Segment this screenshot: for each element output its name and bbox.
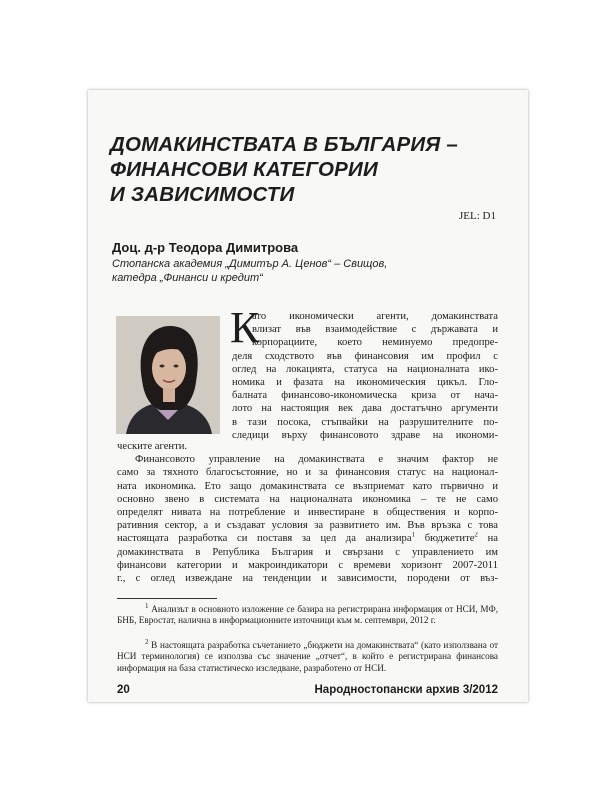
footnote-1-text: Анализът в основното изложение се базира на регистрирана информация от НСИ, МФ, БНБ, Евростат, налична в информационните източници към м. септември, 2012 г. xyxy=(117,604,499,626)
affiliation-line-2: катедра „Финанси и кредит“ xyxy=(112,271,263,284)
title-line-2: ФИНАНСОВИ КАТЕГОРИИ xyxy=(110,158,378,181)
p2-line-7-b: бюджетите xyxy=(415,533,475,545)
article-title xyxy=(110,132,510,207)
p2-line-10: г., с оглед извеждане на тенденции и зависимости, породени от въз- xyxy=(117,573,498,585)
footnote-2 xyxy=(117,637,499,674)
intro-line-6: номика и фазата на икономическия цикъл. Гло- xyxy=(232,377,498,389)
p2-line-3: ната икономика. Ето защо домакинствата се възприемат като първично и xyxy=(117,480,498,492)
footnote-divider xyxy=(117,598,217,599)
p2-line-8: домакинствата в Република България и свързани с управлението им xyxy=(117,546,498,558)
author-name: Доц. д-р Теодора Димитрова xyxy=(112,240,299,255)
footnote-2-text: В настоящата разработка съчетанието „бюджети на домакинствата“ (като използвана от НСИ терминология) се използва със значение „отчет“, в който е регистрирана финансова информация на база статистическо изследване, разработено от НСИ. xyxy=(117,640,499,673)
p2-line-5: определят нивата на потребление и инвестиране в обществения и корпо- xyxy=(117,507,498,519)
footnote-1-number: 1 xyxy=(145,601,149,610)
footnote-2-number: 2 xyxy=(145,637,149,646)
footnote-1 xyxy=(117,601,499,627)
p2-line-9: финансови категории и макроиндикатори с времеви хоризонт 2007-2011 xyxy=(117,559,498,571)
intro-line-10: следици върху финансовото здраве на икономи- xyxy=(232,429,498,441)
p2-line-7 xyxy=(117,532,498,545)
footnote-ref-1[interactable]: 1 xyxy=(411,532,416,539)
author-portrait-icon xyxy=(116,316,220,434)
intro-paragraph xyxy=(232,310,498,442)
title-line-3: И ЗАВИСИМОСТИ xyxy=(110,183,295,206)
footnote-ref-2[interactable]: 2 xyxy=(474,532,478,539)
jel-code: JEL: D1 xyxy=(459,210,496,222)
intro-line-3: корпорациите, което неминуемо предопре- xyxy=(252,337,498,349)
intro-line-2: влизат във взаимодействие с държавата и xyxy=(252,324,498,336)
title-line-1: ДОМАКИНСТВАТА В БЪЛГАРИЯ – xyxy=(110,133,458,156)
continuation-line: ческите агенти. xyxy=(117,441,188,452)
drop-cap: К xyxy=(230,303,260,352)
author-affiliation xyxy=(112,258,492,285)
p2-line-7-a: настоящата разработка си поставя за цел да анализира xyxy=(117,533,412,545)
p2-line-7-c: на xyxy=(477,533,498,545)
journal-issue: Народностопански архив 3/2012 xyxy=(314,684,498,696)
intro-line-1: ато икономически агенти, домакинствата xyxy=(252,311,498,322)
p2-line-4: основно звено в системата на националната икономика – те не само xyxy=(117,493,498,505)
intro-line-8: лото на настоящия век дава достатъчно аргументи xyxy=(232,403,498,415)
main-paragraph xyxy=(117,440,498,585)
p2-line-6: ративния сектор, а и създават условия за развитието им. Във връзка с това xyxy=(117,520,498,532)
affiliation-line-1: Стопанска академия „Димитър А. Ценов“ – Свищов, xyxy=(112,258,388,270)
intro-line-4: деля сходството във финансовия им профил с xyxy=(232,350,498,362)
intro-line-9: в тази посока, стъпвайки на разрушителните по- xyxy=(232,416,498,428)
page-number: 20 xyxy=(117,684,130,696)
intro-line-5: оглед на локацията, статуса на националната ико- xyxy=(232,363,498,375)
p2-line-2: само за тяхното благосъстояние, но и за финансовия статус на национал- xyxy=(117,467,498,479)
intro-line-7: балната финансово-икономическа криза от нача- xyxy=(232,390,498,402)
p2-line-1: Финансовото управление на домакинствата е значим фактор не xyxy=(135,454,498,466)
